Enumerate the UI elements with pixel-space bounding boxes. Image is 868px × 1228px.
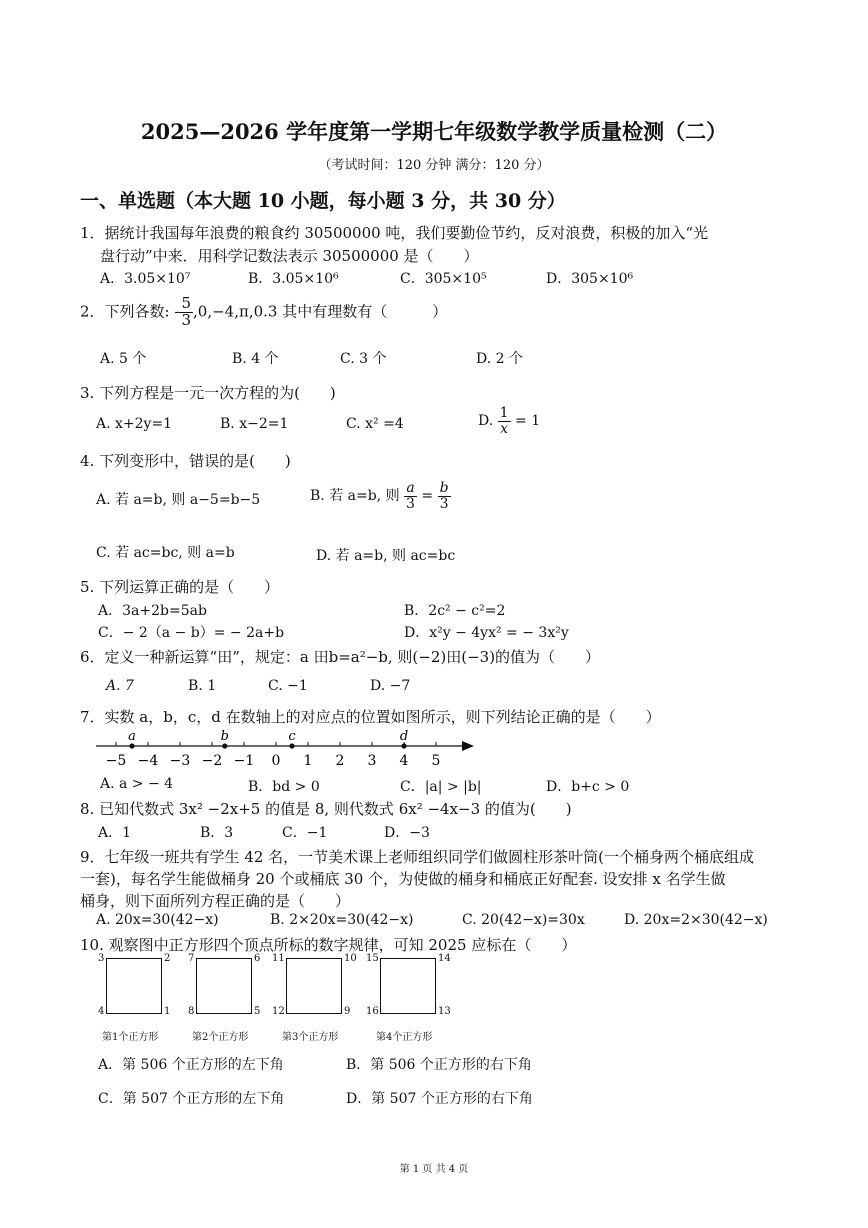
page-title: 2025—2026 学年度第一学期七年级数学教学质量检测（二） [140, 119, 728, 144]
q3-option-a: A. x+2y=1 [96, 416, 173, 432]
square-corner-label: 16 [366, 1006, 379, 1017]
q3-option-d [478, 406, 540, 436]
q9-option-a: A. 20x=30(42−x) [96, 912, 219, 928]
q8-option-c: C．−1 [282, 825, 328, 841]
q2-number-list: ,0,−4,π,0.3 [193, 302, 278, 321]
q6-option-a: A. 7 [106, 678, 134, 694]
square-corner-label: 14 [438, 953, 451, 964]
square-corner-label: 8 [188, 1006, 195, 1017]
q5-option-d: D．x²y − 4yx² = − 3x²y [404, 625, 569, 641]
square-caption: 第2个正方形 [192, 1032, 249, 1043]
q1-option-a: A．3.05×10⁷ [100, 271, 191, 287]
number-line-tick-label: −5 [105, 753, 127, 769]
q7-option-d: D．b+c > 0 [546, 779, 630, 795]
q6-option-c: C. −1 [268, 678, 308, 694]
number-line-tick-label: −4 [137, 753, 159, 769]
q5-option-b: B．2c² − c²=2 [404, 603, 506, 619]
q9-option-b: B. 2×20x=30(42−x) [270, 912, 414, 928]
q2-stem-prefix: 2．下列各数: [80, 302, 170, 321]
q5-option-a: A．3a+2b=5ab [98, 603, 207, 619]
q1-stem-line1: 1．据统计我国每年浪费的粮食约 30500000 吨，我们要勤俭节约，反对浪费，积极的加入“光 [80, 224, 709, 242]
q1-option-b: B．3.05×10⁶ [248, 271, 339, 287]
q8-option-d: D．−3 [384, 825, 430, 841]
square-corner-label: 10 [344, 953, 357, 964]
square-corner-label: 7 [188, 953, 195, 964]
q6-option-d: D. −7 [370, 678, 411, 694]
square-caption: 第3个正方形 [282, 1032, 339, 1043]
square-corner-label: 1 [164, 1006, 171, 1017]
square-2 [196, 958, 252, 1014]
square-corner-label: 9 [344, 1006, 351, 1017]
square-corner-label: 5 [254, 1006, 261, 1017]
square-corner-label: 13 [438, 1006, 451, 1017]
q10-option-a: A．第 506 个正方形的左下角 [98, 1057, 284, 1073]
number-line-point-a [129, 743, 134, 748]
q10-stem: 10. 观察图中正方形四个顶点所标的数字规律，可知 2025 应标在（ ） [80, 936, 577, 954]
q2-frac-numerator: 5 [181, 294, 192, 312]
q4-b-den-left: 3 [406, 495, 415, 512]
number-line-point-label: a [128, 729, 136, 744]
q3-option-c: C. x² =4 [346, 416, 404, 432]
square-corner-label: 6 [254, 953, 261, 964]
q1-stem-line2: 盘行动”中来．用科学记数法表示 30500000 是（ ） [100, 247, 479, 265]
q4-b-equals: = [421, 488, 434, 505]
q3-d-denominator: x [500, 420, 509, 437]
number-line-point-label: b [220, 729, 229, 744]
q6-option-b: B. 1 [188, 678, 217, 694]
q5-option-c: C．− 2（a − b）= − 2a+b [98, 625, 285, 641]
q2-option-d: D. 2 个 [476, 351, 523, 367]
q2-option-a: A. 5 个 [100, 351, 147, 367]
square-corner-label: 11 [272, 953, 285, 964]
q2-option-c: C. 3 个 [340, 351, 387, 367]
q4-option-a: A. 若 a=b, 则 a−5=b−5 [96, 492, 261, 508]
q9-option-d: D. 20x=2×30(42−x) [624, 912, 768, 928]
square-1 [106, 958, 162, 1014]
q2-stem [80, 296, 447, 329]
number-line-arrow [462, 741, 474, 751]
number-line-tick-label: −2 [201, 753, 223, 769]
q3-stem: 3. 下列方程是一元一次方程的为( ) [80, 384, 336, 402]
square-corner-label: 12 [272, 1006, 285, 1017]
square-caption: 第4个正方形 [376, 1032, 433, 1043]
number-line-point-c [289, 743, 294, 748]
q8-option-b: B．3 [200, 825, 234, 841]
exam-info: （考试时间：120 分钟 满分：120 分） [318, 158, 550, 173]
q3-d-rhs: = 1 [515, 413, 541, 430]
q4-b-den-right: 3 [439, 495, 449, 512]
q4-b-fraction-left [404, 481, 417, 511]
number-line-tick-label: −1 [233, 753, 255, 769]
square-corner-label: 4 [98, 1006, 105, 1017]
square-corner-label: 3 [98, 953, 105, 964]
number-line-tick-label: 2 [335, 753, 345, 769]
q2-negative-sign: - [174, 302, 180, 321]
q4-b-num-right: b [439, 480, 449, 496]
q2-stem-suffix: 其中有理数有（ ） [282, 302, 448, 321]
q8-stem: 8. 已知代数式 3x² −2x+5 的值是 8, 则代数式 6x² −4x−3 的值为( ) [80, 800, 572, 818]
q2-frac-denominator: 3 [181, 310, 192, 329]
number-line-point-label: c [288, 729, 296, 744]
q5-stem: 5. 下列运算正确的是（ ） [80, 578, 280, 596]
q3-d-numerator: 1 [499, 405, 509, 421]
q1-option-d: D．305×10⁶ [546, 271, 634, 287]
q3-d-fraction [498, 406, 511, 436]
q4-b-fraction-right [438, 481, 451, 511]
square-4 [380, 958, 436, 1014]
q9-stem-line1: 9．七年级一班共有学生 42 名，一节美术课上老师组织同学们做圆柱形茶叶筒(一个桶身两个桶底组成 [80, 848, 755, 866]
number-line-tick-label: 5 [431, 753, 441, 769]
q7-option-b: B．bd > 0 [248, 779, 320, 795]
q9-stem-line3: 桶身，则下面所列方程正确的是（ ） [80, 892, 351, 910]
number-line-tick-label: −3 [169, 753, 191, 769]
q10-option-d: D．第 507 个正方形的右下角 [346, 1091, 533, 1107]
q6-stem: 6．定义一种新运算“田”，规定：a 田b=a²−b, 则(−2)田(−3)的值为（ ） [80, 648, 601, 666]
square-corner-label: 15 [366, 953, 379, 964]
number-line [90, 724, 490, 774]
q7-stem: 7．实数 a，b，c，d 在数轴上的对应点的位置如图所示，则下列结论正确的是（ ） [80, 708, 661, 726]
q10-option-b: B．第 506 个正方形的右下角 [346, 1057, 532, 1073]
number-line-point-b [222, 743, 227, 748]
q4-option-d: D. 若 a=b, 则 ac=bc [316, 548, 456, 564]
q4-option-c: C. 若 ac=bc, 则 a=b [96, 545, 235, 561]
number-line-point-d [401, 743, 406, 748]
q9-stem-line2: 一套)，每名学生能做桶身 20 个或桶底 30 个，为使做的桶身和桶底正好配套. 设安排 x 名学生做 [80, 870, 726, 888]
number-line-tick-label: 3 [367, 753, 377, 769]
number-line-tick-label: 4 [399, 753, 409, 769]
section-heading: 一、单选题（本大题 10 小题，每小题 3 分，共 30 分） [80, 190, 566, 212]
number-line-tick-label: 1 [303, 753, 313, 769]
page-footer: 第 1 页 共 4 页 [399, 1164, 469, 1175]
q8-option-a: A．1 [98, 825, 132, 841]
square-caption: 第1个正方形 [102, 1032, 159, 1043]
q4-b-num-left: a [404, 481, 417, 497]
number-line-tick-label: 0 [271, 753, 281, 769]
q7-option-c: C．|a| > |b| [400, 779, 482, 795]
q2-fraction [179, 296, 193, 329]
number-line-point-label: d [399, 729, 409, 744]
q4-stem: 4. 下列变形中，错误的是( ) [80, 452, 291, 470]
q4-option-b [310, 481, 451, 511]
q1-option-c: C．305×10⁵ [400, 271, 487, 287]
q10-option-c: C．第 507 个正方形的左下角 [98, 1091, 285, 1107]
q4-b-prefix: B. 若 a=b, 则 [310, 488, 400, 505]
square-corner-label: 2 [164, 953, 171, 964]
q7-option-a: A. a > − 4 [100, 776, 174, 792]
q3-option-b: B. x−2=1 [220, 416, 289, 432]
square-3 [286, 958, 342, 1014]
q9-option-c: C. 20(42−x)=30x [462, 912, 585, 928]
q3-d-label: D. [478, 413, 494, 430]
q2-option-b: B. 4 个 [232, 351, 279, 367]
